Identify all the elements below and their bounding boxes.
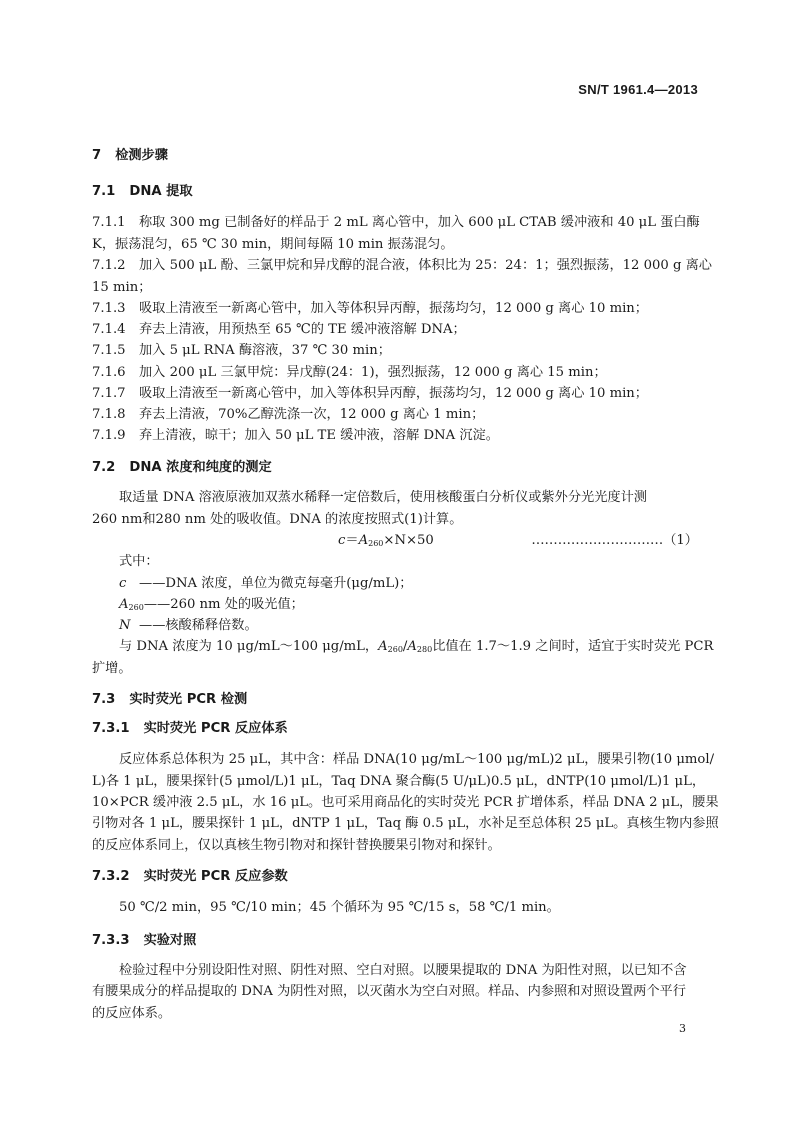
section-title: 实时荧光 PCR 反应参数 [143,869,288,884]
step-7-1-6 [92,361,607,380]
step-text: 称取 300 mg 已制备好的样品于 2 mL 离心管中，加入 600 μL CTAB 缓冲液和 40 μL 蛋白酶 [139,215,700,230]
step-7-1-8 [92,403,484,422]
section-number: 7.3.1 [92,721,130,736]
ratio-a280: A [407,639,417,654]
step-text: 加入 5 μL RNA 酶溶液，37 ℃ 30 min； [139,343,391,358]
section-number: 7.2 [92,460,116,475]
step-number: 7.1.6 [92,365,126,380]
section-number: 7 [92,148,102,163]
formula-rest: ×N×50 [383,533,434,548]
section-7-3-2-heading [92,865,288,884]
formula-var-c: c [338,533,346,548]
where-label: 式中： [119,554,159,569]
section-7-3-3-heading [92,929,196,948]
paragraph-7-3-3-line3: 的反应体系。 [92,1006,172,1021]
section-7-3-1-heading [92,717,288,736]
variable-desc: ——DNA 浓度，单位为微克每毫升(μg/mL)； [139,576,413,591]
section-title: DNA 浓度和纯度的测定 [129,460,272,475]
step-7-1-1-continued: K，振荡混匀，65 ℃ 30 min，期间每隔 10 min 振荡混匀。 [92,237,454,252]
step-7-1-2 [92,254,712,273]
step-number: 7.1.9 [92,428,126,443]
step-number: 7.1.3 [92,301,126,316]
paragraph-7-2-ratio [119,635,713,654]
step-number: 7.1.4 [92,322,126,337]
step-text: 弃去上清液，70%乙醇洗涤一次，12 000 g 离心 1 min； [139,407,485,422]
section-7-heading [92,144,168,163]
section-number: 7.1 [92,184,116,199]
page-number: 3 [679,1022,686,1035]
formula-var-a: A [358,533,369,548]
variable-desc: ——核酸稀释倍数。 [139,618,258,633]
step-text: 加入 200 μL 三氯甲烷：异戊醇(24：1)，强烈振荡，12 000 g 离心 15 min； [139,365,607,380]
section-7-1-heading [92,180,193,199]
paragraph-7-2-ratio-continued: 扩增。 [92,661,132,676]
ratio-a260-sub: 260 [387,645,403,654]
variable-a260 [119,593,304,612]
ratio-text-post: 比值在 1.7～1.9 之间时，适宜于实时荧光 PCR [432,639,714,654]
variable-sub: 260 [128,603,144,612]
step-number: 7.1.1 [92,215,126,230]
variable-desc: ——260 nm 处的吸光值； [143,597,304,612]
paragraph-7-3-1-line3: 10×PCR 缓冲液 2.5 μL，水 16 μL。也可采用商品化的实时荧光 PCR 扩增体系，样品 DNA 2 μL，腰果 [92,795,719,810]
step-number: 7.1.8 [92,407,126,422]
variable-c [119,572,412,591]
step-7-1-1 [92,211,700,230]
paragraph-7-3-1-line4: 引物对各 1 μL，腰果探针 1 μL，dNTP 1 μL，Taq 酶 0.5 μL，水补足至总体积 25 μL。真核生物内参照 [92,816,719,831]
section-title: 实时荧光 PCR 检测 [129,692,248,707]
paragraph-7-2-line1: 取适量 DNA 溶液原液加双蒸水稀释一定倍数后，使用核酸蛋白分析仪或紫外分光光度计测 [119,490,647,505]
step-text: 弃上清液，晾干；加入 50 μL TE 缓冲液，溶解 DNA 沉淀。 [139,428,499,443]
step-7-1-2-continued: 15 min； [92,280,152,295]
ratio-text-pre: 与 DNA 浓度为 10 μg/mL～100 μg/mL， [119,639,379,654]
step-text: 加入 500 μL 酚、三氯甲烷和异戊醇的混合液，体积比为 25：24：1；强烈振荡，12 000 g 离心 [139,258,712,273]
formula-1 [338,529,434,548]
section-number: 7.3 [92,692,116,707]
step-text: 吸取上清液至一新离心管中，加入等体积异丙醇，振荡均匀，12 000 g 离心 10 min； [139,301,648,316]
formula-number: …………………………（1） [531,533,698,548]
step-7-1-9 [92,424,499,443]
paragraph-7-3-1-line5: 的反应体系同上，仅以真核生物引物对和探针替换腰果引物对和探针。 [92,838,501,853]
paragraph-7-3-1-line1: 反应体系总体积为 25 μL，其中含：样品 DNA(10 μg/mL～100 μg/mL)2 μL，腰果引物(10 μmol/ [119,752,715,767]
variable-n [119,614,258,633]
section-number: 7.3.3 [92,933,130,948]
paragraph-7-2-line2: 260 nm和280 nm 处的吸收值。DNA 的浓度按照式(1)计算。 [92,512,463,527]
section-title: 实验对照 [143,933,197,948]
ratio-slash: / [402,639,408,654]
paragraph-7-3-2: 50 ℃/2 min，95 ℃/10 min；45 个循环为 95 ℃/15 s，58 ℃/1 min。 [119,900,560,915]
section-number: 7.3.2 [92,869,130,884]
section-title: 检测步骤 [115,148,168,163]
ratio-a280-sub: 280 [416,645,433,654]
variable-symbol: N [119,618,131,633]
paragraph-7-3-1-line2: L)各 1 μL，腰果探针(5 μmol/L)1 μL，Taq DNA 聚合酶(5 U/μL)0.5 μL，dNTP(10 μmol/L)1 μL， [92,774,706,789]
step-number: 7.1.2 [92,258,126,273]
variable-symbol: c [119,576,127,591]
paragraph-7-3-3-line2: 有腰果成分的样品提取的 DNA 为阴性对照，以灭菌水为空白对照。样品、内参照和对照设置两个平行 [92,984,686,999]
step-7-1-7 [92,382,648,401]
step-7-1-4 [92,318,466,337]
step-number: 7.1.5 [92,343,126,358]
standard-code: SN/T 1961.4—2013 [578,82,698,97]
step-7-1-5 [92,339,391,358]
step-number: 7.1.7 [92,386,126,401]
section-7-3-heading [92,688,247,707]
section-title: 实时荧光 PCR 反应体系 [143,721,288,736]
step-7-1-3 [92,297,648,316]
step-text: 弃去上清液，用预热至 65 ℃的 TE 缓冲液溶解 DNA； [139,322,466,337]
ratio-a260: A [378,639,388,654]
formula-equals: ＝ [345,533,359,548]
paragraph-7-3-3-line1: 检验过程中分别设阳性对照、阴性对照、空白对照。以腰果提取的 DNA 为阳性对照，以已知不含 [119,963,687,978]
variable-symbol: A [119,597,129,612]
step-text: 吸取上清液至一新离心管中，加入等体积异丙醇，振荡均匀，12 000 g 离心 10 min； [139,386,648,401]
section-title: DNA 提取 [129,184,193,199]
section-7-2-heading [92,456,272,475]
formula-sub: 260 [368,539,384,548]
